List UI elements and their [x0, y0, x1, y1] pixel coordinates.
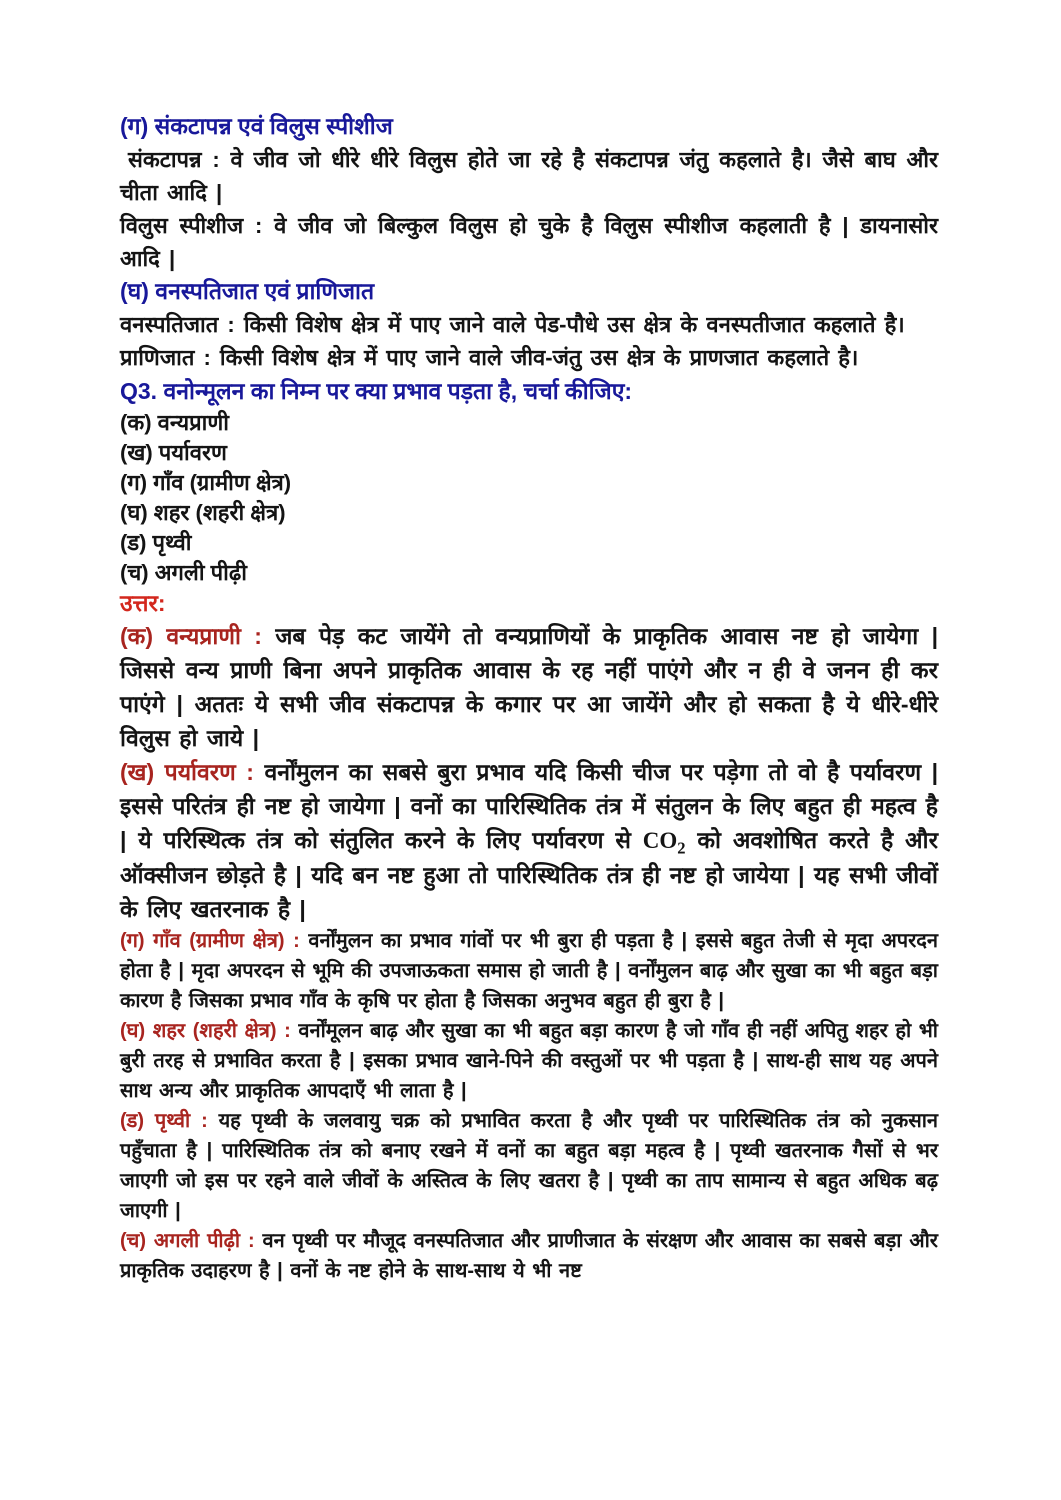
- answer-cha-text: वन पृथ्वी पर मौजूद वनस्पतिजात और प्राणीजात के संरक्षण और आवास का सबसे बड़ा और प्राकृतिक उदाहरण है | वनों के नष्ट होने के साथ-साथ ये भी नष्ट: [120, 1230, 938, 1282]
- answer-da-label: (ड) पृथ्वी :: [120, 1110, 208, 1132]
- question-3-option-da: (ड) पृथ्वी: [120, 530, 192, 555]
- para-flora-definition: वनस्पतिजात : किसी विशेष क्षेत्र में पाए जाने वाले पेड-पौधे उस क्षेत्र के वनस्पतीजात कहलाते है।: [120, 312, 905, 337]
- answer-gha-label: (घ) शहर (शहरी क्षेत्र) :: [120, 1020, 291, 1042]
- question-3-option-gha: (घ) शहर (शहरी क्षेत्र): [120, 500, 286, 525]
- answer-ga-village: [120, 926, 938, 1016]
- answer-kha-text-after: को अवशोषित करते है और ऑक्सीजन छोड़ते है | यदि बन नष्ट हुआ तो पारिस्थितिक तंत्र ही नष्ट हो जायेया | यह सभी जीवों के लिए खतरनाक है |: [120, 827, 938, 922]
- co2-formula-subscript: 2: [677, 838, 686, 858]
- answer-da-text: यह पृथ्वी के जलवायु चक्र को प्रभावित करता है और पृथ्वी पर पारिस्थितिक तंत्र को नुकसान पहुँचाता है | पारिस्थितिक तंत्र को बनाए रखने में वनों का बहुत बड़ा महत्व है | पृथ्वी खतरनाक गैसों से भर जाएगी जो इस पर रहने वाले जीवों के अस्तित्व के लिए खतरा है | पृथ्वी का ताप सामान्य से बहुत अधिक बढ़ जाएगी |: [120, 1110, 938, 1222]
- answer-kha-label: (ख) पर्यावरण :: [120, 759, 254, 785]
- answer-kha-text-before: वर्नोंमुलन का सबसे बुरा प्रभाव यदि किसी चीज पर पड़ेगा तो वो है पर्यावरण | इससे परितंत्र ही नष्ट हो जायेगा | वनों का पारिस्थितिक तंत्र में संतुलन के लिए बहुत ही महत्व है | ये परिस्थित्क तंत्र को संतुलित करने के लिए पर्यावरण से: [120, 759, 938, 853]
- question-3-option-kha: (ख) पर्यावरण: [120, 440, 227, 465]
- answer-kha-environment: [120, 755, 938, 926]
- answer-gha-text: वर्नोंमूलन बाढ़ और सुखा का भी बहुत बड़ा कारण है जो गाँव ही नहीं अपितु शहर हो भी बुरी तरह से प्रभावित करता है | इसका प्रभाव खाने-पिने की वस्तुओं पर भी पड़ता है | साथ-ही साथ यह अपने साथ अन्य और प्राकृतिक आपदाएँ भी लाता है |: [120, 1020, 938, 1102]
- question-3-title: Q3. वनोन्मूलन का निम्न पर क्या प्रभाव पड़ता है, चर्चा कीजिए:: [120, 378, 633, 404]
- answer-da-earth: [120, 1106, 938, 1226]
- answer-word: उत्तर:: [120, 590, 166, 616]
- answer-gha-city: [120, 1016, 938, 1106]
- question-3-option-cha: (च) अगली पीढ़ी: [120, 560, 247, 585]
- answer-ga-text: वर्नोंमुलन का प्रभाव गांवों पर भी बुरा ही पड़ता है | इससे बहुत तेजी से मृदा अपरदन होता है | मृदा अपरदन से भूमि की उपजाऊकता समास हो जाती है | वर्नोंमुलन बाढ़ और सुखा का भी बहुत बड़ा कारण है जिसका प्रभाव गाँव के कृषि पर होता है जिसका अनुभव बहुत ही बुरा है |: [120, 930, 938, 1012]
- answer-ka-label: (क) वन्यप्राणी :: [120, 623, 262, 649]
- question-3-option-ka: (क) वन्यप्राणी: [120, 410, 229, 435]
- answer-ga-label: (ग) गाँव (ग्रामीण क्षेत्र) :: [120, 930, 300, 952]
- heading-flora-fauna: (घ) वनस्पतिजात एवं प्राणिजात: [120, 278, 375, 304]
- heading-endangered-extinct-species: (ग) संकटापन्न एवं विलुस स्पीशीज: [120, 113, 393, 139]
- para-extinct-definition: विलुस स्पीशीज : वे जीव जो बिल्कुल विलुस हो चुके है विलुस स्पीशीज कहलाती है | डायनासोर आदि |: [120, 213, 938, 271]
- co2-formula-base: CO: [642, 828, 678, 853]
- document-content: [120, 110, 938, 1286]
- answer-ka-text: जब पेड़ कट जायेंगे तो वन्यप्राणियों के प्राकृतिक आवास नष्ट हो जायेगा | जिससे वन्य प्राणी बिना अपने प्राकृतिक आवास के रह नहीं पाएंगे और न ही वे जनन ही कर पाएंगे | अततः ये सभी जीव संकटापन्न के कगार पर आ जायेंगे और हो सकता है ये धीरे-धीरे विलुस हो जाये |: [120, 623, 939, 751]
- answer-cha-label: (च) अगली पीढ़ी :: [120, 1230, 255, 1252]
- answer-cha-next-generation: [120, 1226, 938, 1286]
- answer-ka-wildlife: [120, 619, 938, 755]
- question-3-option-ga: (ग) गाँव (ग्रामीण क्षेत्र): [120, 470, 292, 495]
- para-fauna-definition: प्राणिजात : किसी विशेष क्षेत्र में पाए जाने वाले जीव-जंतु उस क्षेत्र के प्राणजात कहलाते है।: [120, 345, 859, 370]
- co2-formula: [642, 828, 686, 858]
- para-endangered-definition: संकटापन्न : वे जीव जो धीरे धीरे विलुस होते जा रहे है संकटापन्न जंतु कहलाते है। जैसे बाघ और चीता आदि |: [120, 147, 938, 205]
